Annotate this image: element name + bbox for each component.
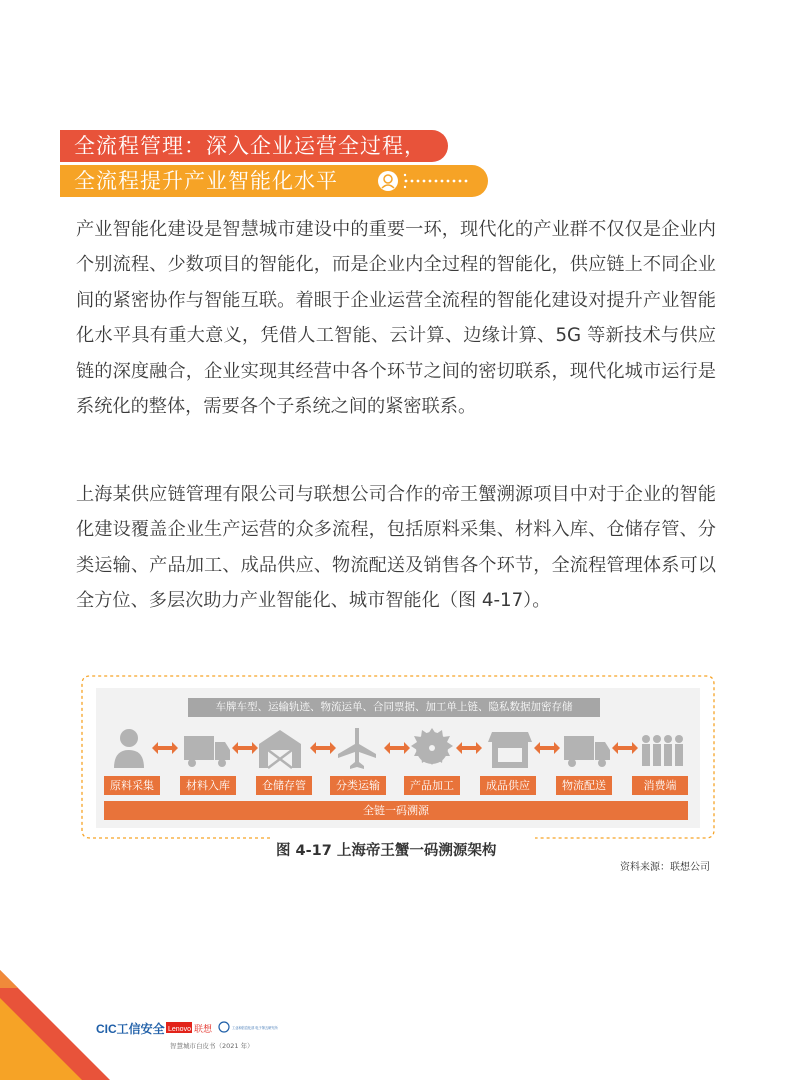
people-group-icon (642, 735, 683, 766)
step-label: 物流配送 (556, 776, 612, 795)
truck-icon (184, 736, 230, 767)
section-title-line2: 全流程提升产业智能化水平 (60, 165, 488, 197)
footer-logos (96, 1018, 286, 1040)
section-title-line1: 全流程管理：深入企业运营全过程， (60, 130, 448, 162)
double-arrow-icon (310, 742, 336, 754)
lenovo-cn-logo: 联想 (194, 1025, 213, 1035)
full-chain-trace-bar: 全链一码溯源 (104, 801, 688, 820)
caict-logo: 工业和信息化部 电子第五研究所 (232, 1026, 278, 1030)
shop-icon (488, 732, 532, 768)
step-label: 产品加工 (404, 776, 460, 795)
step-label: 原料采集 (104, 776, 160, 795)
double-arrow-icon (456, 742, 482, 754)
airplane-icon (338, 728, 376, 769)
figure-caption: 图 4-17 上海帝王蟹一码溯源架构 (276, 843, 497, 859)
cic-logo: CIC工信安全 (96, 1022, 165, 1036)
saw-blade-icon (411, 728, 453, 765)
data-on-chain-bar: 车牌车型、运输轨迹、物流运单、合同票据、加工单上链、隐私数据加密存储 (188, 698, 600, 717)
idea-arrow-decoration-icon (370, 168, 480, 194)
step-label: 消费端 (632, 776, 688, 795)
step-label: 仓储存管 (256, 776, 312, 795)
figure-source: 资料来源：联想公司 (620, 862, 710, 873)
step-label: 材料入库 (180, 776, 236, 795)
double-arrow-icon (232, 742, 258, 754)
truck-icon (564, 736, 610, 767)
double-arrow-icon (152, 742, 178, 754)
process-icons-row (104, 726, 692, 772)
book-title: 智慧城市白皮书（2021 年） (170, 1042, 254, 1050)
step-label: 分类运输 (330, 776, 386, 795)
lenovo-logo: Lenovo (168, 1026, 191, 1033)
page-number: 51 (65, 995, 86, 1013)
process-labels (104, 776, 692, 795)
double-arrow-icon (534, 742, 560, 754)
step-label: 成品供应 (480, 776, 536, 795)
person-icon (114, 729, 144, 768)
double-arrow-icon (384, 742, 410, 754)
body-paragraph-2: 上海某供应链管理有限公司与联想公司合作的帝王蟹溯源项目中对于企业的智能化建设覆盖企业生产运营的众多流程，包括原料采集、材料入库、仓储存管、分类运输、产品加工、成品供应、物流配送及销售各个环节，全流程管理体系可以全方位、多层次助力产业智能化、城市智能化（图 4-17）。 (76, 484, 716, 612)
body-paragraph-1: 产业智能化建设是智慧城市建设中的重要一环，现代化的产业群不仅仅是企业内个别流程、少数项目的智能化，而是企业内全过程的智能化，供应链上不同企业间的紧密协作与智能互联。着眼于企业运营全流程的智能化建设对提升产业智能化水平具有重大意义，凭借人工智能、云计算、边缘计算、5G 等新技术与供应链的深度融合，企业实现其经营中各个环节之间的密切联系，现代化城市运行是系统化的整体，需要各个子系统之间的紧密联系。 (76, 219, 716, 418)
double-arrow-icon (612, 742, 638, 754)
barn-icon (259, 730, 301, 768)
